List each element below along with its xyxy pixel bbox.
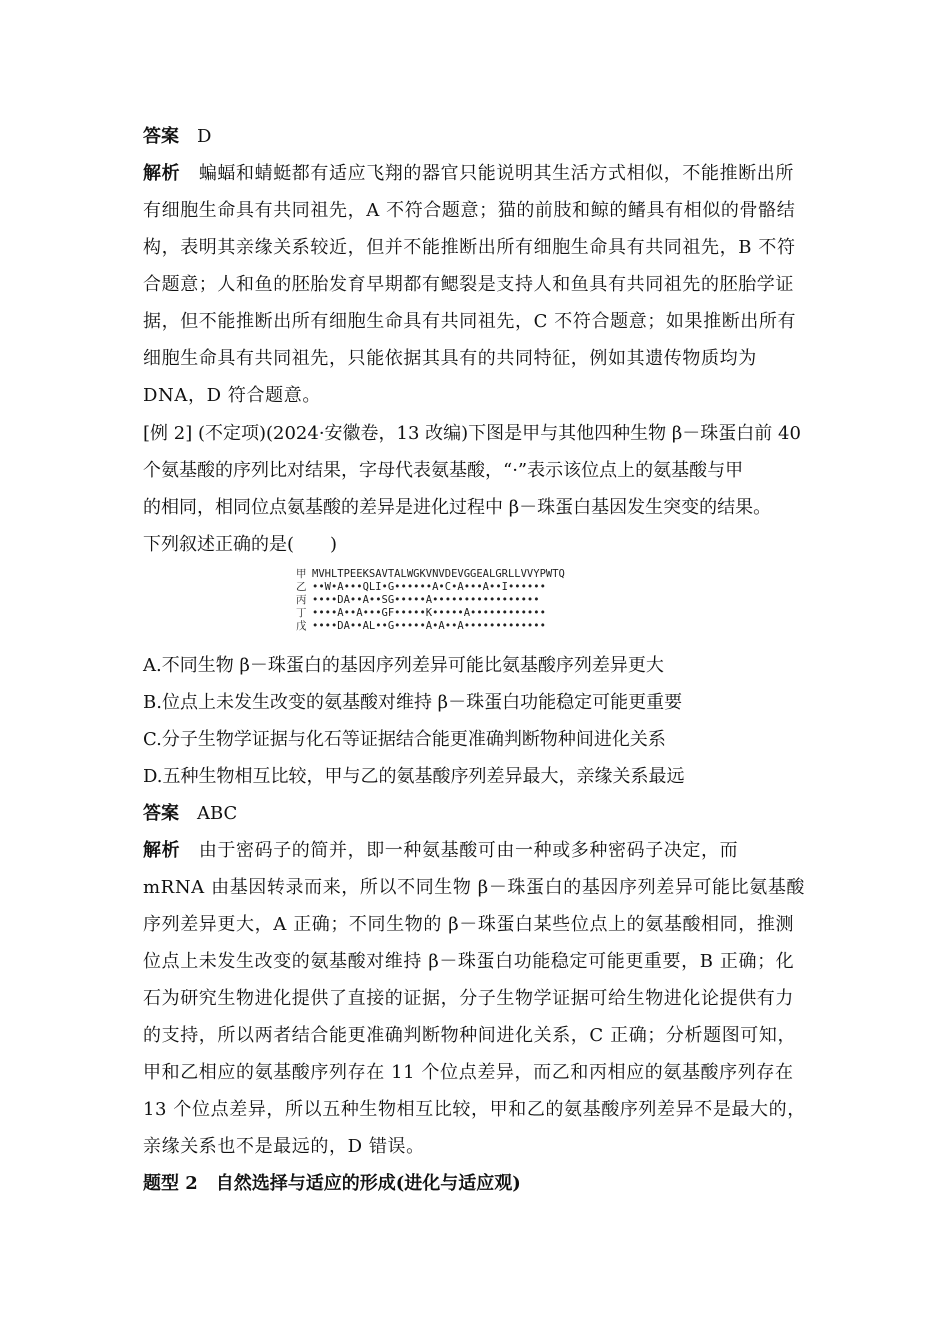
analysis-2-label: 解析	[143, 840, 181, 861]
analysis-2-line-0: 解析 由于密码子的简并，即一种氨基酸可由一种或多种密码子决定，而	[143, 840, 739, 861]
analysis-2-line-1: mRNA 由基因转录而来，所以不同生物 β－珠蛋白的基因序列差异可能比氨基酸	[143, 877, 806, 898]
option-a: A.不同生物 β－珠蛋白的基因序列差异可能比氨基酸序列差异更大	[143, 655, 664, 676]
analysis-1-label: 解析	[143, 163, 181, 184]
analysis-2-line-5: 的支持，所以两者结合能更准确判断物种间进化关系，C 正确；分析题图可知，	[143, 1025, 797, 1046]
answer-1-line	[143, 122, 211, 152]
example-2-line-2: 的相同，相同位点氨基酸的差异是进化过程中 β－珠蛋白基因发生突变的结果。	[143, 497, 772, 518]
option-c: C.分子生物学证据与化石等证据结合能更准确判断物种间进化关系	[143, 729, 666, 750]
sequence-alignment-figure	[296, 568, 565, 633]
option-d: D.五种生物相互比较，甲与乙的氨基酸序列差异最大，亲缘关系最远	[143, 766, 685, 787]
example-2-line-3: 下列叙述正确的是( )	[143, 534, 338, 555]
section-heading: 题型 2 自然选择与适应的形成(进化与适应观)	[143, 1173, 521, 1194]
analysis-2-line-8: 亲缘关系也不是最远的，D 错误。	[143, 1136, 425, 1157]
example-2-line-1: 个氨基酸的序列比对结果，字母代表氨基酸，“·”表示该位点上的氨基酸与甲	[143, 460, 744, 481]
answer-2-value: ABC	[197, 803, 238, 824]
analysis-2-line-3: 位点上未发生改变的氨基酸对维持 β－珠蛋白功能稳定可能更重要，B 正确；化	[143, 951, 795, 972]
analysis-1-line-6: DNA，D 符合题意。	[143, 385, 321, 406]
sequence-row: 戊 ••••DA••AL••G•••••A•A••A•••••••••••••	[296, 620, 546, 632]
answer-2-line	[143, 799, 237, 829]
analysis-1-line-4: 据，但不能推断出所有细胞生命具有共同祖先，C 不符合题意；如果推断出所有	[143, 311, 797, 332]
analysis-1-line-5: 细胞生命具有共同祖先，只能依据其具有的共同特征，例如其遗传物质均为	[143, 348, 757, 369]
analysis-2-line-7: 13 个位点差异，所以五种生物相互比较，甲和乙的氨基酸序列差异不是最大的，	[143, 1099, 806, 1120]
sequence-row: 乙 ••W•A•••QLI•G••••••A•C•A•••A••I••••••	[296, 581, 546, 593]
analysis-1-line-1: 有细胞生命具有共同祖先，A 不符合题意；猫的前肢和鲸的鳍具有相似的骨骼结	[143, 200, 796, 221]
analysis-2-line-6: 甲和乙相应的氨基酸序列存在 11 个位点差异，而乙和丙相应的氨基酸序列存在	[143, 1062, 794, 1083]
answer-1-value: D	[197, 126, 212, 147]
analysis-2-line-4: 石为研究生物进化提供了直接的证据，分子生物学证据可给生物进化论提供有力	[143, 988, 794, 1009]
option-b: B.位点上未发生改变的氨基酸对维持 β－珠蛋白功能稳定可能更重要	[143, 692, 683, 713]
analysis-1-line-3: 合题意；人和鱼的胚胎发育早期都有鳃裂是支持人和鱼具有共同祖先的胚胎学证	[143, 274, 794, 295]
analysis-1-line-2: 构，表明其亲缘关系较近，但并不能推断出所有细胞生命具有共同祖先，B 不符	[143, 237, 796, 258]
sequence-row: 甲 MVHLTPEEKSAVTALWGKVNVDEVGGEALGRLLVVYPWTQ	[296, 568, 565, 580]
answer-2-label: 答案	[143, 803, 179, 824]
sequence-row: 丁 ••••A••A•••GF•••••K•••••A••••••••••••	[296, 607, 546, 619]
answer-1-label: 答案	[143, 126, 179, 147]
example-2-line-0: [例 2] (不定项)(2024·安徽卷，13 改编)下图是甲与其他四种生物 β－珠蛋白前 40	[143, 423, 801, 444]
analysis-1-line-0: 解析 蝙蝠和蜻蜓都有适应飞翔的器官只能说明其生活方式相似，不能推断出所	[143, 163, 795, 184]
sequence-row: 丙 ••••DA••A••SG•••••A•••••••••••••••••	[296, 594, 540, 606]
analysis-2-line-2: 序列差异更大，A 正确；不同生物的 β－珠蛋白某些位点上的氨基酸相同，推测	[143, 914, 795, 935]
